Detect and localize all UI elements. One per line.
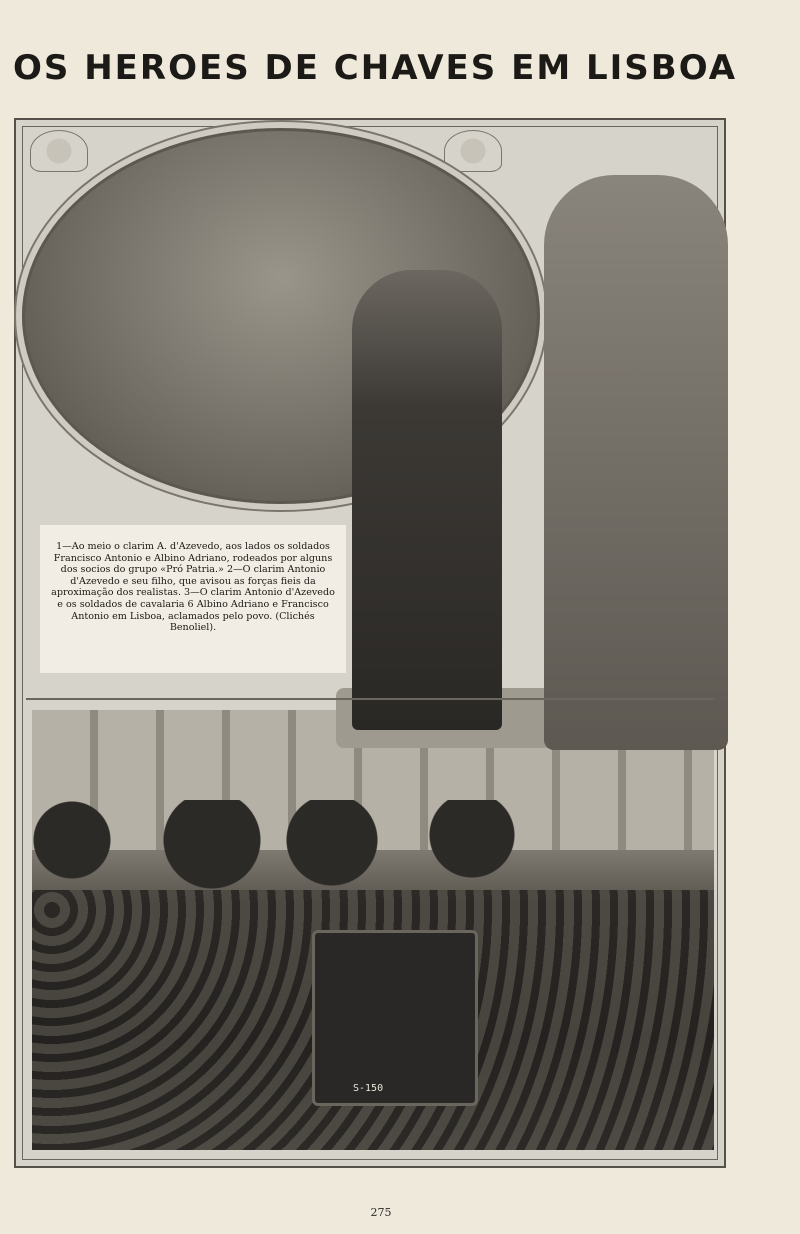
car-plate: S-150 <box>353 1083 384 1094</box>
crowd-photo <box>32 710 714 1150</box>
decorative-ornament-icon <box>30 130 88 172</box>
photo-frame <box>14 118 726 1168</box>
boy-photo-cutout <box>352 270 502 730</box>
section-divider <box>26 698 714 700</box>
decorative-ornament-icon <box>444 130 502 172</box>
page-number: 275 <box>370 1206 392 1219</box>
trees <box>32 800 552 890</box>
page-title: OS HEROES DE CHAVES EM LISBOA <box>12 48 738 88</box>
car <box>312 930 478 1106</box>
photo-caption: 1—Ao meio o clarim A. d'Azevedo, aos lados os soldados Francisco Antonio e Albino Adriano, rodeados por alguns dos socios do grupo «Pró Patria.» 2—O clarim Antonio d'Azevedo e seu filho, que avisou as forças fieis da aproximação dos realistas. 3—O clarim Antonio d'Azevedo e os soldados de cavalaria 6 Albino Adriano e Francisco Antonio em Lisboa, aclamados pelo povo. (Clichés Benoliel). <box>40 525 346 673</box>
soldier-photo-cutout <box>544 175 728 750</box>
